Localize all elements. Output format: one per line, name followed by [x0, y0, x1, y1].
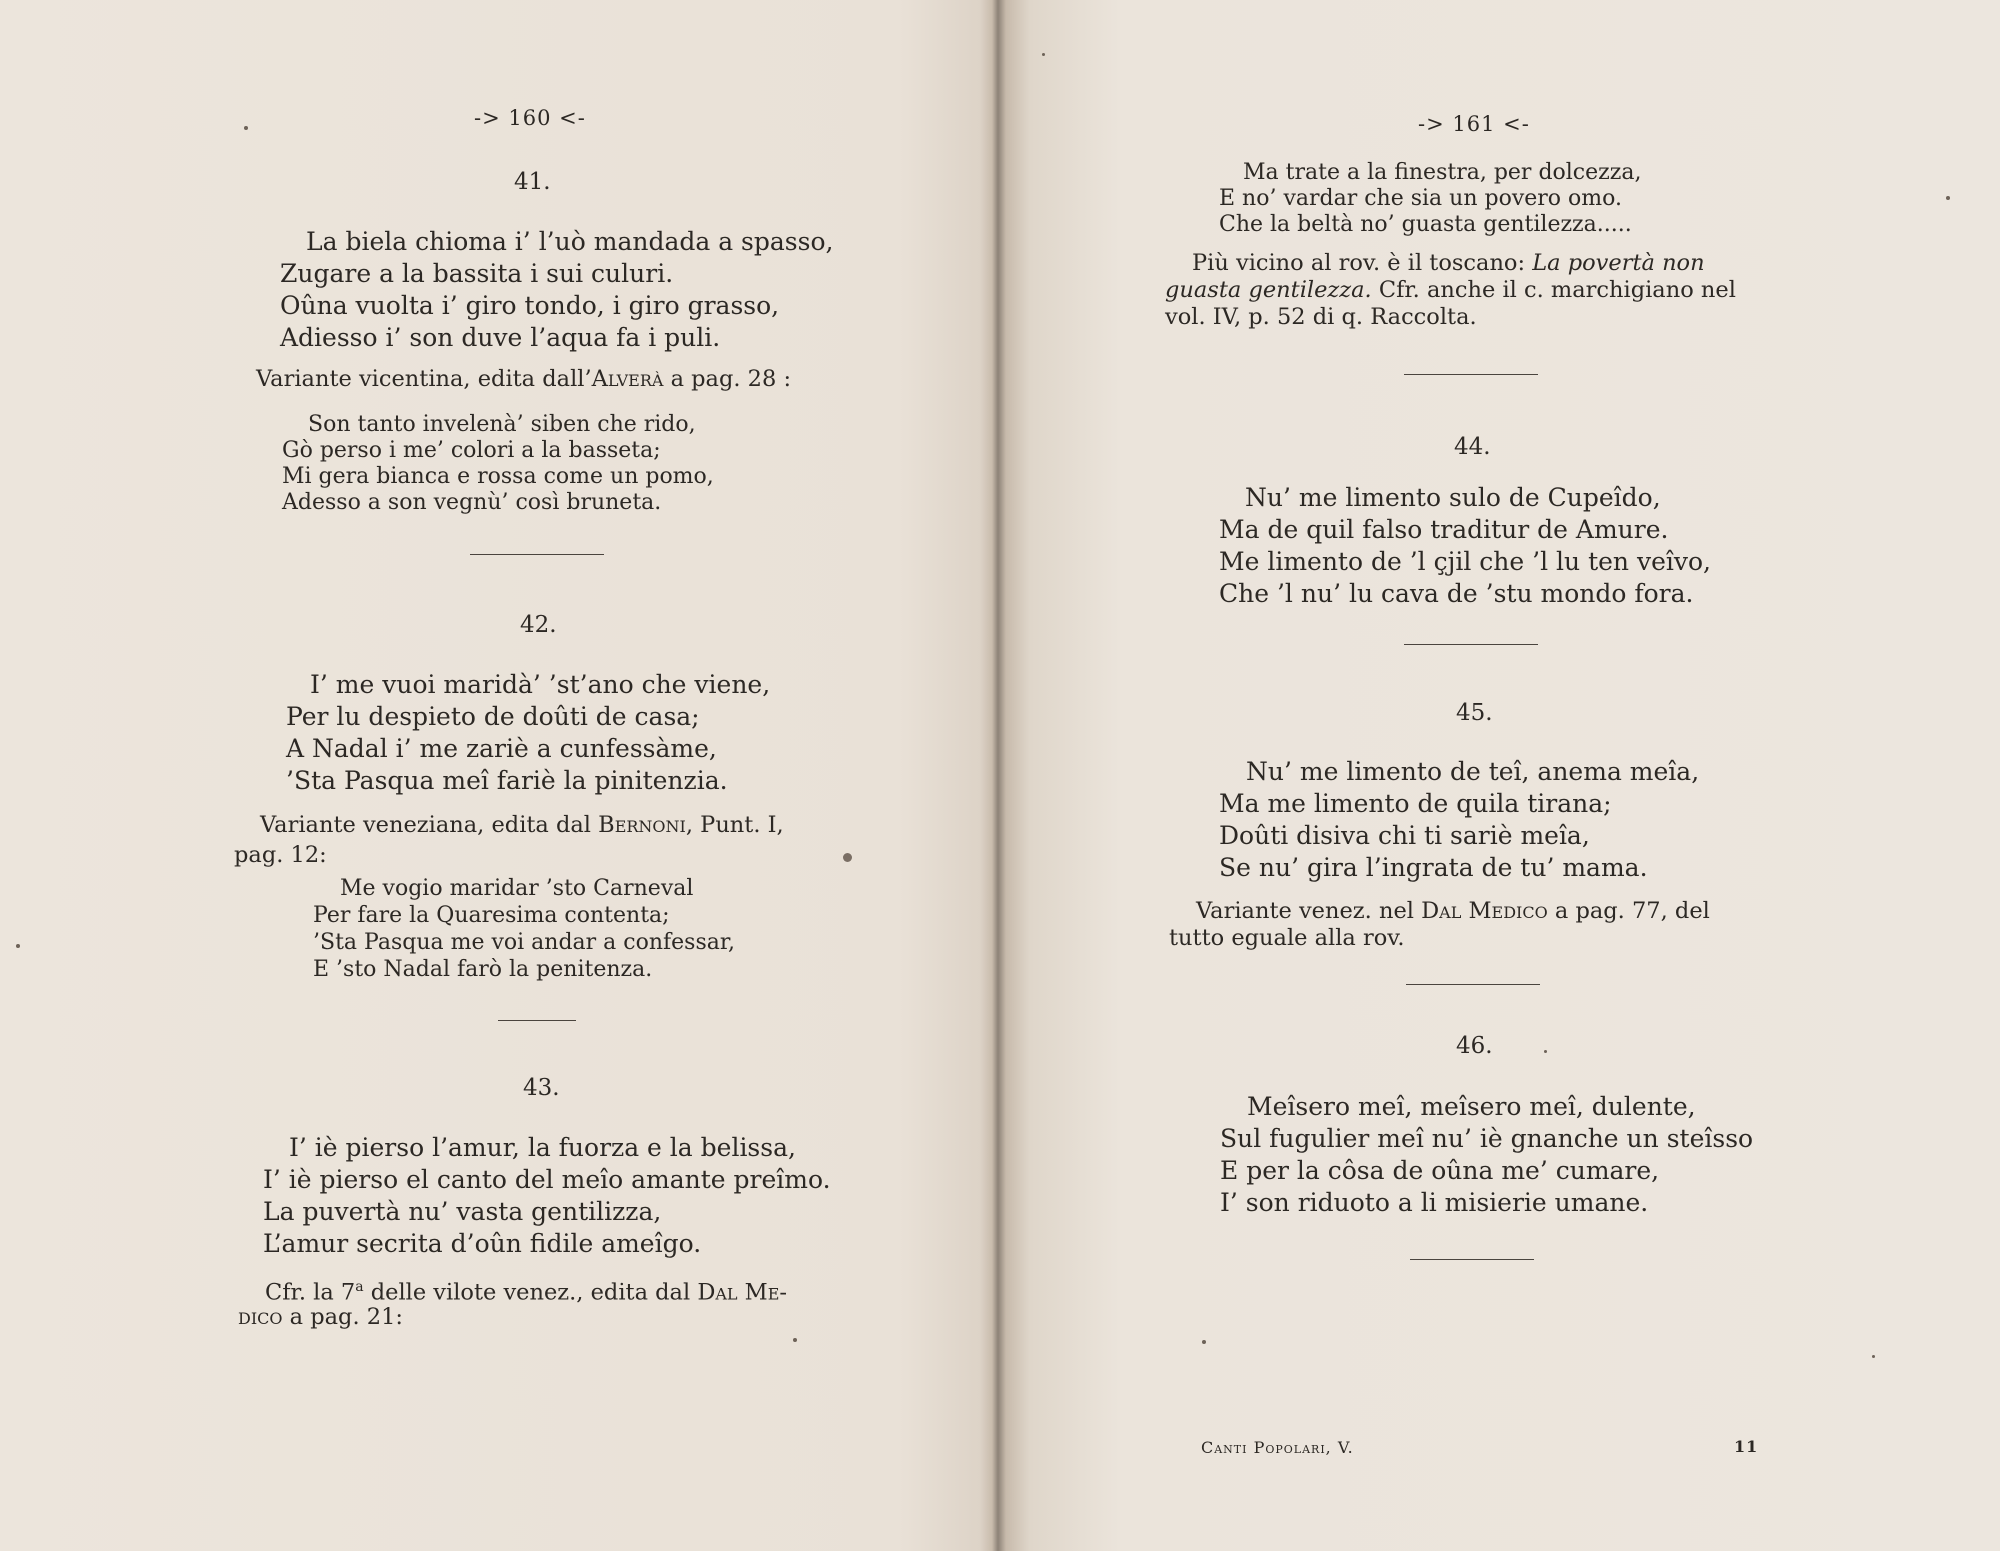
right-page [1000, 0, 2000, 1551]
quote-line: Per fare la Quaresima contenta; [313, 903, 670, 928]
note-43-line3: vol. IV, p. 52 di q. Raccolta. [1165, 304, 1477, 330]
paper-speck [1946, 196, 1950, 200]
quote-line: Me vogio maridar ’sto Carneval [340, 876, 694, 901]
poem-number-42: 42. [520, 612, 557, 638]
verse-line: Sul fugulier meî nu’ iè gnanche un steîsso [1220, 1124, 1754, 1153]
running-head-left: -> 160 <- [474, 106, 586, 130]
quote-line: E no’ vardar che sia un povero omo. [1219, 186, 1622, 211]
verse-line: Doûti disiva chi ti sariè meîa, [1219, 821, 1590, 850]
section-divider [1404, 374, 1538, 375]
verse-line: Nu’ me limento de teî, anema meîa, [1246, 757, 1700, 786]
variant-note-45-line1: Variante venez. nel Dal Medico a pag. 77, del [1196, 898, 1710, 924]
paper-speck [1544, 1050, 1547, 1053]
quote-line: Ma trate a la finestra, per dolcezza, [1243, 160, 1642, 185]
running-head-right: -> 161 <- [1418, 112, 1530, 136]
left-page [0, 0, 990, 1551]
quote-line: Che la beltà no’ guasta gentilezza..... [1219, 212, 1632, 237]
paper-speck [244, 126, 248, 130]
note-43-line1: Più vicino al rov. è il toscano: La povertà non [1192, 250, 1705, 276]
verse-line: La biela chioma i’ l’uò mandada a spasso, [306, 227, 834, 256]
verse-line: Oûna vuolta i’ giro tondo, i giro grasso, [280, 291, 780, 320]
verse-line: I’ son riduoto a li misierie umane. [1220, 1188, 1649, 1217]
verse-line: A Nadal i’ me zariè a cunfessàme, [286, 734, 717, 763]
poem-number-43: 43. [523, 1075, 560, 1101]
section-divider [1406, 984, 1540, 985]
signature-mark: Canti Popolari, V. [1201, 1438, 1354, 1457]
verse-line: E per la côsa de oûna me’ cumare, [1220, 1156, 1660, 1185]
verse-line: Nu’ me limento sulo de Cupeîdo, [1245, 483, 1661, 512]
sheet-number: 11 [1734, 1437, 1759, 1456]
poem-number-46: 46. [1456, 1033, 1493, 1059]
poem-number-45: 45. [1456, 700, 1493, 726]
paper-speck [1042, 53, 1045, 56]
paper-speck [843, 853, 852, 862]
variant-note-41: Variante vicentina, edita dall’Alverà a pag. 28 : [256, 366, 792, 392]
quote-line: Gò perso i me’ colori a la basseta; [282, 438, 661, 463]
verse-line: Ma me limento de quila tirana; [1219, 789, 1612, 818]
paper-speck [1872, 1355, 1875, 1358]
verse-line: Se nu’ gira l’ingrata de tu’ mama. [1219, 853, 1648, 882]
verse-line: I’ iè pierso el canto del meîo amante preîmo. [263, 1165, 831, 1194]
verse-line: Meîsero meî, meîsero meî, dulente, [1247, 1092, 1696, 1121]
verse-line: Per lu despieto de doûti de casa; [286, 702, 700, 731]
quote-line: Adesso a son vegnù’ così bruneta. [282, 490, 662, 515]
verse-line: Adiesso i’ son duve l’aqua fa i puli. [280, 323, 721, 352]
verse-line: La puvertà nu’ vasta gentilizza, [263, 1197, 662, 1226]
cfr-note-43-line2: dico a pag. 21: [238, 1304, 403, 1330]
section-divider [1404, 644, 1538, 645]
verse-line: Ma de quil falso traditur de Amure. [1219, 515, 1669, 544]
quote-line: ’Sta Pasqua me voi andar a confessar, [313, 930, 735, 955]
section-divider [470, 554, 604, 555]
section-divider [498, 1020, 576, 1021]
variant-note-45-line2: tutto eguale alla rov. [1169, 925, 1405, 951]
verse-line: Zugare a la bassita i sui culuri. [280, 259, 674, 288]
quote-line: Mi gera bianca e rossa come un pomo, [282, 464, 714, 489]
quote-line: E ’sto Nadal farò la penitenza. [313, 957, 653, 982]
verse-line: Me limento de ’l çjil che ’l lu ten veîvo, [1219, 547, 1712, 576]
cfr-note-43-line1: Cfr. la 7$^a$ delle vilote venez., edita dal Dal Me- [265, 1279, 788, 1306]
verse-line: ’Sta Pasqua meî fariè la pinitenzia. [286, 766, 728, 795]
verse-line: Che ’l nu’ lu cava de ’stu mondo fora. [1219, 579, 1694, 608]
paper-speck [1202, 1340, 1206, 1344]
variant-note-42-line2: pag. 12: [234, 842, 327, 868]
quote-line: Son tanto invelenà’ siben che rido, [308, 412, 696, 437]
verse-line: I’ iè pierso l’amur, la fuorza e la belissa, [289, 1133, 796, 1162]
paper-speck [16, 944, 20, 948]
section-divider [1410, 1259, 1534, 1260]
paper-speck [793, 1338, 797, 1342]
verse-line: I’ me vuoi maridà’ ’st’ano che viene, [310, 670, 771, 699]
variant-note-42-line1: Variante veneziana, edita dal Bernoni, Punt. I, [260, 812, 784, 838]
note-43-line2: guasta gentilezza. Cfr. anche il c. marchigiano nel [1165, 277, 1736, 303]
verse-line: L’amur secrita d’oûn fidile ameîgo. [263, 1229, 702, 1258]
poem-number-44: 44. [1454, 434, 1491, 460]
poem-number-41: 41. [514, 169, 551, 195]
